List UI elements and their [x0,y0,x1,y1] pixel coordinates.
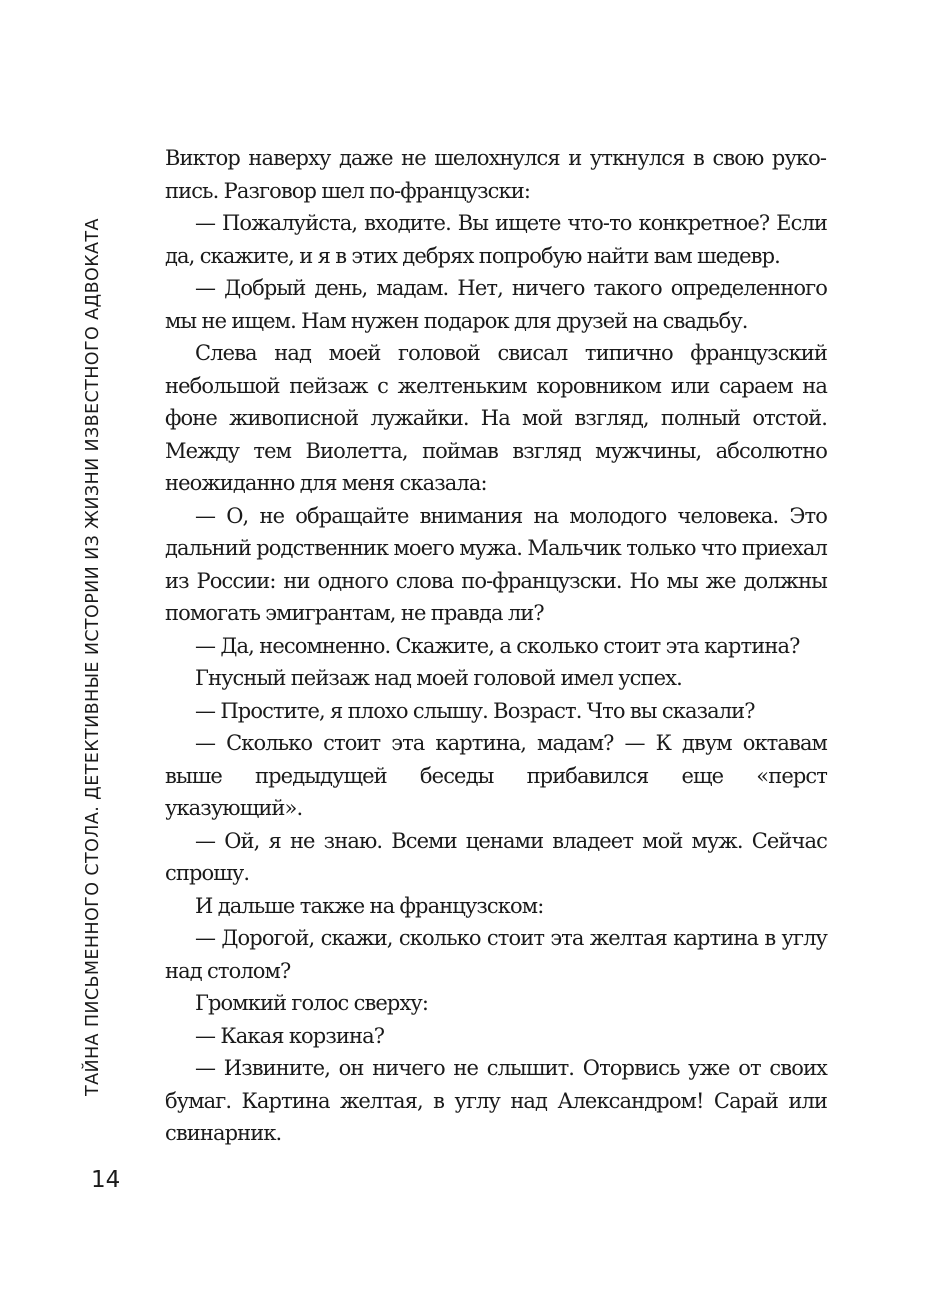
paragraph: Громкий голос сверху: [195,991,429,1015]
body-text [165,142,827,1150]
paragraph: — Да, несомненно. Скажите, а сколько стоит эта картина? [195,633,800,658]
paragraph: — Какая корзина? [195,1023,385,1048]
paragraph: — Пожалуйста, входите. Вы ищете что-то конкретное? Если да, скажите, и я в этих дебрях попробую найти вам шедевр. [165,211,827,268]
paragraph: — О, не обращайте внимания на молодого человека. Это дальний родственник моего мужа. Мальчик только что приехал из России: ни одного слова по-французски. Но мы же должны помогать эмигрантам, не правда ли? [165,503,827,625]
paragraph: — Извините, он ничего не слышит. Оторвись уже от своих бумаг. Картина желтая, в углу над Александром! Сарай или свинарник. [165,1056,827,1145]
paragraph: — Сколько стоит эта картина, мадам? — К двум октавам выше предыдущей беседы прибавился еще «перст указующий». [165,731,827,820]
paragraph: Гнусный пейзаж над моей головой имел успех. [195,666,682,690]
paragraph: — Ой, я не знаю. Всеми ценами владеет мой муж. Сейчас спрошу. [165,828,827,885]
paragraph: И дальше также на французском: [195,893,544,918]
paragraph: — Простите, я плохо слышу. Возраст. Что вы сказали? [195,698,755,723]
running-head: ТАЙНА ПИСЬМЕННОГО СТОЛА. ДЕТЕКТИВНЫЕ ИСТОРИИ ИЗ ЖИЗНИ ИЗВЕСТНОГО АДВОКАТА [83,218,103,1096]
paragraph: — Добрый день, мадам. Нет, ничего такого определенного мы не ищем. Нам нужен подарок для друзей на свадьбу. [165,276,827,333]
paragraph: — Дорогой, скажи, сколько стоит эта желтая картина в углу над столом? [165,926,827,983]
paragraph: Виктор наверху даже не шелохнулся и уткнулся в свою рукопись. Разговор шел по-французски: [165,146,827,203]
page-number: 14 [91,1167,121,1193]
paragraph: Слева над моей головой свисал типично французский небольшой пейзаж с желтеньким коровником или сараем на фоне живописной лужайки. На мой взгляд, полный отстой. Между тем Виолетта, поймав взгляд мужчины, абсолютно неожиданно для меня сказала: [165,341,827,495]
